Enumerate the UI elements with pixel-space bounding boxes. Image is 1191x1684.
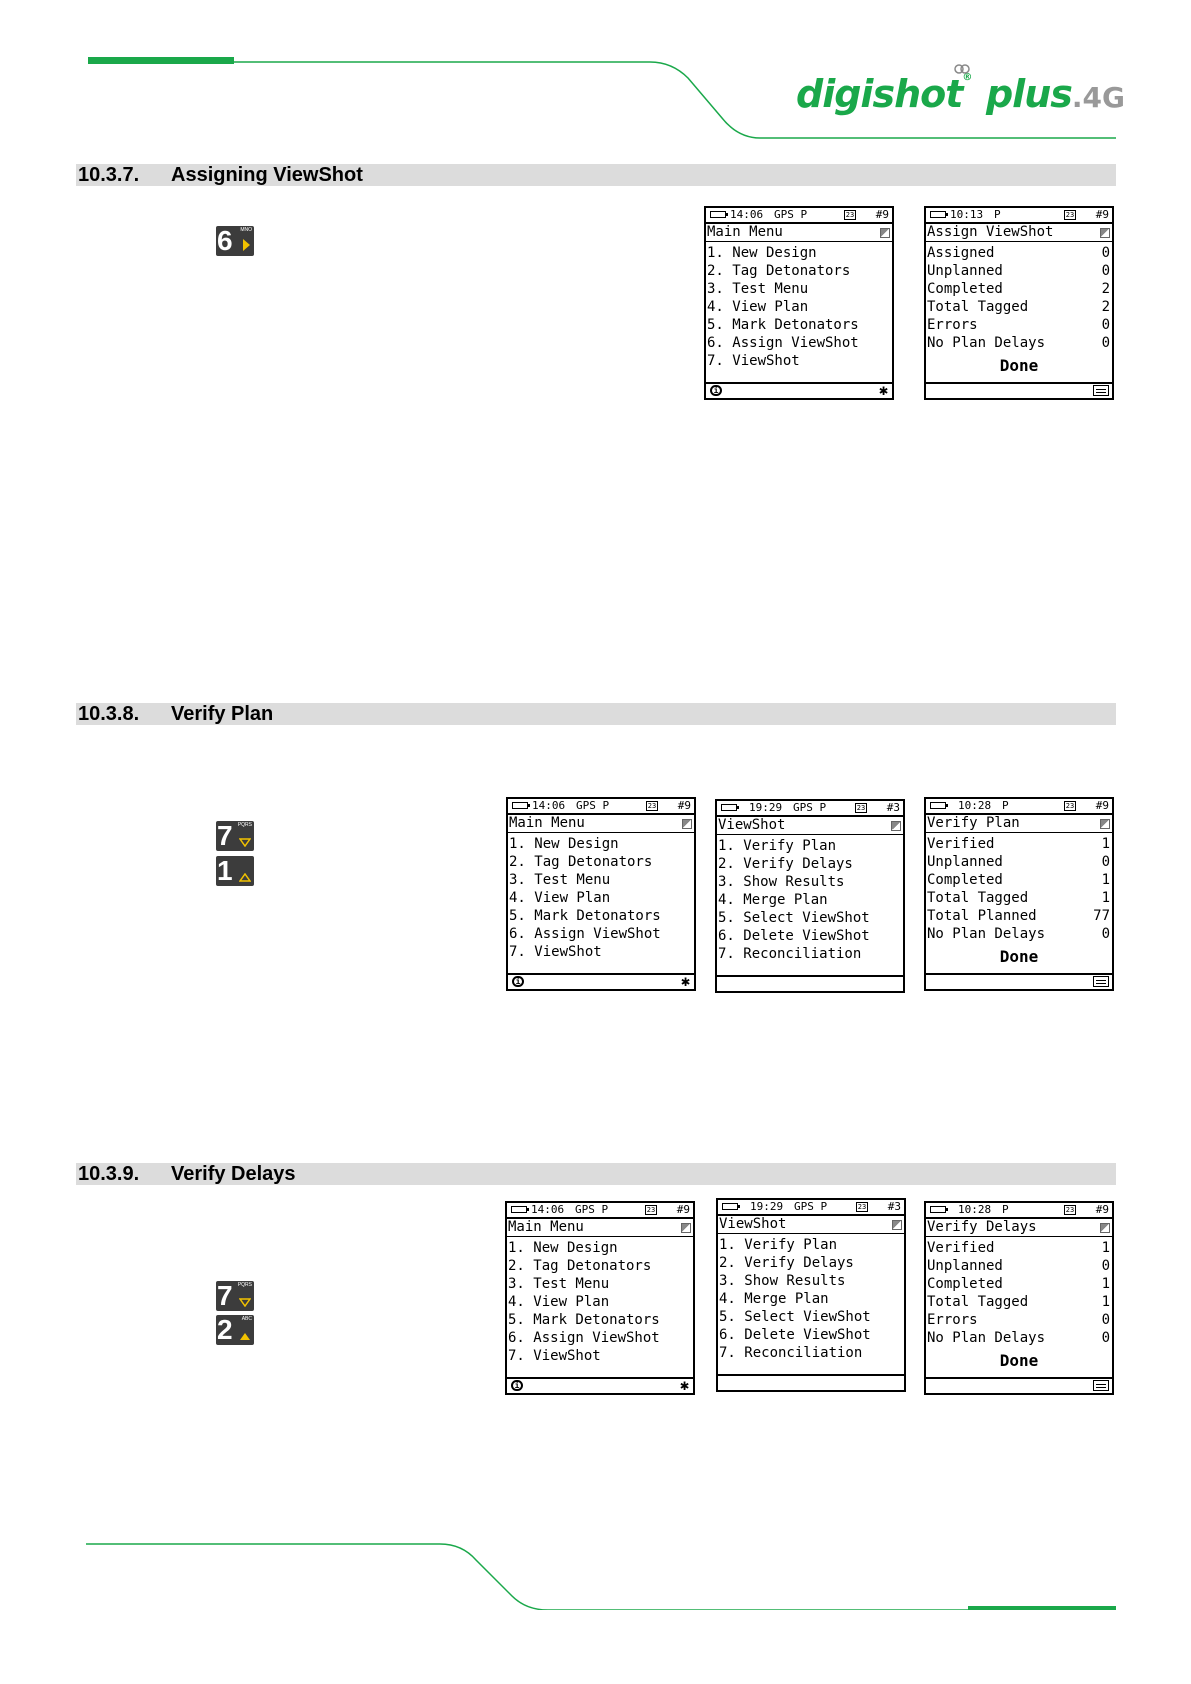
- status-detonator-count: #3: [886, 801, 900, 814]
- battery-icon: [930, 1206, 946, 1213]
- menu-list: [509, 835, 692, 961]
- key-digit: 6: [217, 225, 233, 256]
- menu-item-verify-plan[interactable]: 1. Verify Plan: [719, 1237, 838, 1253]
- right-arrow-icon: [242, 238, 251, 252]
- stat-label: Assigned: [927, 245, 995, 261]
- stat-label: Unplanned: [927, 1258, 1003, 1274]
- stat-label: Total Tagged: [927, 890, 1029, 906]
- screen-title-text: ViewShot: [719, 1216, 787, 1232]
- stat-label: Total Planned: [927, 908, 1037, 924]
- section-number: 10.3.9.: [78, 1163, 140, 1185]
- screen-title-text: Verify Delays: [927, 1219, 1037, 1235]
- stats-list: [927, 835, 1110, 943]
- menu-item-view-plan[interactable]: 4. View Plan: [509, 890, 611, 906]
- key-digit: 1: [217, 855, 233, 886]
- status-detonator-count: #9: [676, 1203, 690, 1216]
- key-2: [216, 1315, 254, 1345]
- brand-logo: [796, 72, 1125, 122]
- logo-4g: .4G: [1071, 81, 1125, 114]
- battery-icon: [722, 1203, 738, 1210]
- menu-item-viewshot[interactable]: 7. ViewShot: [509, 944, 602, 960]
- section-bar-assigning-viewshot: [76, 164, 1116, 186]
- footer-accent-bar: [968, 1606, 1116, 1610]
- list-icon[interactable]: [1093, 1380, 1109, 1391]
- key-7: [216, 821, 254, 851]
- status-bar: [926, 208, 1112, 224]
- status-bar: [706, 208, 892, 224]
- status-time: 10:28: [958, 1203, 992, 1216]
- done-button[interactable]: Done: [999, 947, 1039, 966]
- stat-value: 0: [1101, 263, 1110, 279]
- stat-label: Errors: [927, 317, 978, 333]
- status-bar: [926, 799, 1112, 815]
- menu-item-show-results[interactable]: 3. Show Results: [718, 874, 845, 890]
- info-icon[interactable]: i: [710, 385, 722, 396]
- status-time: 14:06: [730, 208, 764, 221]
- stat-row: [927, 1329, 1110, 1347]
- stat-value: 0: [1101, 1330, 1110, 1346]
- footer-swoosh-line: [86, 1544, 968, 1610]
- menu-item-new-design[interactable]: 1. New Design: [508, 1240, 618, 1256]
- status-time: 19:29: [750, 1200, 784, 1213]
- screen-title-text: Main Menu: [509, 815, 585, 831]
- status-detonator-count: #9: [1095, 1203, 1109, 1216]
- menu-item-tag-detonators[interactable]: 2. Tag Detonators: [509, 854, 653, 870]
- calendar-icon: 23: [1065, 1206, 1075, 1214]
- done-button[interactable]: Done: [999, 1351, 1039, 1370]
- section-bar-verify-delays: [76, 1163, 1116, 1185]
- stat-row: [927, 244, 1110, 262]
- screen-footer: [926, 1377, 1112, 1393]
- status-time: 10:28: [958, 799, 992, 812]
- stat-row: [927, 925, 1110, 943]
- stat-value: 0: [1101, 1312, 1110, 1328]
- device-screen-assign-viewshot: [924, 206, 1114, 400]
- menu-item-verify-plan[interactable]: 1. Verify Plan: [718, 838, 837, 854]
- status-bar: [718, 1200, 904, 1216]
- calendar-icon: 23: [646, 1206, 656, 1214]
- logo-digishot: digishot: [796, 72, 963, 116]
- screen-title: [706, 224, 892, 242]
- device-screen-main-menu: [505, 1201, 695, 1395]
- logo-plus: plus: [985, 72, 1072, 116]
- battery-icon: [721, 804, 737, 811]
- status-time: 10:13: [950, 208, 984, 221]
- menu-item-delete-viewshot[interactable]: 6. Delete ViewShot: [719, 1327, 871, 1343]
- section-title: Verify Delays: [171, 1163, 296, 1185]
- menu-item-assign-viewshot[interactable]: 6. Assign ViewShot: [509, 926, 661, 942]
- menu-item-view-plan[interactable]: 4. View Plan: [707, 299, 809, 315]
- stat-value: 0: [1101, 1258, 1110, 1274]
- screen-title: [718, 1216, 904, 1234]
- stat-row: [927, 889, 1110, 907]
- device-screen-main-menu: [704, 206, 894, 400]
- status-time: 14:06: [531, 1203, 565, 1216]
- stat-value: 2: [1101, 281, 1110, 297]
- key-letters: MNO: [240, 227, 252, 233]
- stat-row: [927, 871, 1110, 889]
- status-gps: GPS P: [793, 801, 827, 814]
- menu-item-merge-plan[interactable]: 4. Merge Plan: [718, 892, 828, 908]
- menu-item-viewshot[interactable]: 7. ViewShot: [707, 353, 800, 369]
- stat-label: Unplanned: [927, 854, 1003, 870]
- section-title: Verify Plan: [171, 703, 274, 725]
- stat-row: [927, 1275, 1110, 1293]
- battery-icon: [930, 211, 946, 218]
- corner-fold-icon: [880, 228, 890, 238]
- stat-row: [927, 334, 1110, 352]
- stat-label: No Plan Delays: [927, 926, 1046, 942]
- battery-icon: [710, 211, 726, 218]
- stat-value: 1: [1101, 872, 1110, 888]
- screen-footer: [507, 1377, 693, 1393]
- screen-title: [926, 1219, 1112, 1237]
- stat-label: No Plan Delays: [927, 335, 1046, 351]
- menu-item-viewshot[interactable]: 7. ViewShot: [508, 1348, 601, 1364]
- status-bar: [926, 1203, 1112, 1219]
- info-icon[interactable]: i: [512, 976, 524, 987]
- info-icon[interactable]: i: [511, 1380, 523, 1391]
- device-screen-viewshot-menu: [715, 799, 905, 993]
- status-bar: [717, 801, 903, 817]
- key-6: [216, 226, 254, 256]
- screen-title-text: Assign ViewShot: [927, 224, 1054, 240]
- stat-value: 2: [1101, 299, 1110, 315]
- stat-row: [927, 907, 1110, 925]
- calendar-icon: 23: [856, 804, 866, 812]
- down-arrow-icon: [239, 838, 251, 847]
- stat-label: Completed: [927, 872, 1003, 888]
- status-gps: GPS P: [794, 1200, 828, 1213]
- menu-item-assign-viewshot[interactable]: 6. Assign ViewShot: [707, 335, 859, 351]
- screen-title: [926, 224, 1112, 242]
- stat-value: 1: [1101, 836, 1110, 852]
- section-bar-verify-plan: [76, 703, 1116, 725]
- menu-item-tag-detonators[interactable]: 2. Tag Detonators: [707, 263, 851, 279]
- menu-item-view-plan[interactable]: 4. View Plan: [508, 1294, 610, 1310]
- menu-item-delete-viewshot[interactable]: 6. Delete ViewShot: [718, 928, 870, 944]
- screen-footer: [706, 382, 892, 398]
- calendar-icon: 23: [845, 211, 855, 219]
- stat-row: [927, 1257, 1110, 1275]
- menu-item-test-menu[interactable]: 3. Test Menu: [707, 281, 809, 297]
- corner-fold-icon: [682, 819, 692, 829]
- stat-value: 1: [1101, 1240, 1110, 1256]
- stat-label: Verified: [927, 836, 995, 852]
- key-letters: PQRS: [237, 822, 252, 828]
- gear-icon[interactable]: ✱: [679, 1376, 689, 1394]
- header-accent-bar: [88, 57, 234, 64]
- status-gps: P: [1002, 1203, 1009, 1216]
- menu-item-mark-detonators[interactable]: 5. Mark Detonators: [508, 1312, 660, 1328]
- status-bar: [507, 1203, 693, 1219]
- stat-label: Total Tagged: [927, 1294, 1029, 1310]
- key-7: [216, 1281, 254, 1311]
- stat-row: [927, 316, 1110, 334]
- stat-label: Unplanned: [927, 263, 1003, 279]
- stat-row: [927, 1293, 1110, 1311]
- stat-label: Errors: [927, 1312, 978, 1328]
- corner-fold-icon: [681, 1223, 691, 1233]
- stat-value: 0: [1101, 854, 1110, 870]
- section-number: 10.3.8.: [78, 703, 140, 725]
- status-time: 19:29: [749, 801, 783, 814]
- stat-row: [927, 280, 1110, 298]
- section-number: 10.3.7.: [78, 164, 140, 186]
- corner-fold-icon: [1100, 228, 1110, 238]
- menu-item-merge-plan[interactable]: 4. Merge Plan: [719, 1291, 829, 1307]
- menu-list: [719, 1236, 902, 1362]
- calendar-icon: 23: [857, 1203, 867, 1211]
- stat-value: 0: [1101, 245, 1110, 261]
- key-digit: 7: [217, 1280, 233, 1311]
- status-bar: [508, 799, 694, 815]
- menu-item-select-viewshot[interactable]: 5. Select ViewShot: [718, 910, 870, 926]
- list-icon[interactable]: [1093, 976, 1109, 987]
- stat-label: Completed: [927, 281, 1003, 297]
- key-digit: 7: [217, 820, 233, 851]
- device-screen-verify-plan: [924, 797, 1114, 991]
- screen-title-text: Main Menu: [707, 224, 783, 240]
- screen-title-text: Main Menu: [508, 1219, 584, 1235]
- down-arrow-icon: [239, 1298, 251, 1307]
- stats-list: [927, 244, 1110, 352]
- done-button[interactable]: Done: [999, 356, 1039, 375]
- corner-fold-icon: [1100, 1223, 1110, 1233]
- stat-value: 1: [1101, 1294, 1110, 1310]
- menu-item-show-results[interactable]: 3. Show Results: [719, 1273, 846, 1289]
- status-detonator-count: #9: [1095, 799, 1109, 812]
- status-detonator-count: #9: [1095, 208, 1109, 221]
- screen-footer: [926, 382, 1112, 398]
- corner-fold-icon: [891, 821, 901, 831]
- device-screen-main-menu: [506, 797, 696, 991]
- calendar-icon: 23: [1065, 211, 1075, 219]
- status-gps: P: [994, 208, 1001, 221]
- battery-icon: [511, 1206, 527, 1213]
- screen-title-text: ViewShot: [718, 817, 786, 833]
- battery-icon: [512, 802, 528, 809]
- status-gps: GPS P: [774, 208, 808, 221]
- status-detonator-count: #9: [677, 799, 691, 812]
- stat-row: [927, 1311, 1110, 1329]
- stat-label: No Plan Delays: [927, 1330, 1046, 1346]
- menu-item-test-menu[interactable]: 3. Test Menu: [508, 1276, 610, 1292]
- screen-footer: [717, 975, 903, 991]
- menu-item-verify-delays[interactable]: 2. Verify Delays: [719, 1255, 854, 1271]
- screen-title: [507, 1219, 693, 1237]
- menu-list: [718, 837, 901, 963]
- stat-row: [927, 1239, 1110, 1257]
- screen-title-text: Verify Plan: [927, 815, 1020, 831]
- battery-icon: [930, 802, 946, 809]
- stat-value: 1: [1101, 890, 1110, 906]
- screen-footer: [718, 1374, 904, 1390]
- stat-row: [927, 298, 1110, 316]
- stat-label: Verified: [927, 1240, 995, 1256]
- key-letters: ABC: [241, 1316, 252, 1322]
- menu-item-mark-detonators[interactable]: 5. Mark Detonators: [707, 317, 859, 333]
- menu-item-test-menu[interactable]: 3. Test Menu: [509, 872, 611, 888]
- menu-item-reconciliation[interactable]: 7. Reconciliation: [718, 946, 862, 962]
- list-icon[interactable]: [1093, 385, 1109, 396]
- up-arrow-icon: [239, 1332, 251, 1341]
- stat-label: Completed: [927, 1276, 1003, 1292]
- menu-list: [707, 244, 890, 370]
- status-gps: GPS P: [576, 799, 610, 812]
- calendar-icon: 23: [647, 802, 657, 810]
- device-screen-verify-delays: [924, 1201, 1114, 1395]
- logo-link-icon: [952, 62, 972, 76]
- corner-fold-icon: [1100, 819, 1110, 829]
- stat-value: 0: [1101, 335, 1110, 351]
- screen-title: [926, 815, 1112, 833]
- calendar-icon: 23: [1065, 802, 1075, 810]
- menu-item-tag-detonators[interactable]: 2. Tag Detonators: [508, 1258, 652, 1274]
- device-screen-viewshot-menu: [716, 1198, 906, 1392]
- key-1: [216, 856, 254, 886]
- stat-row: [927, 853, 1110, 871]
- footer-decoration: [0, 1530, 1191, 1610]
- key-digit: 2: [217, 1314, 233, 1345]
- menu-item-new-design[interactable]: 1. New Design: [509, 836, 619, 852]
- menu-item-reconciliation[interactable]: 7. Reconciliation: [719, 1345, 863, 1361]
- menu-item-assign-viewshot[interactable]: 6. Assign ViewShot: [508, 1330, 660, 1346]
- section-title: Assigning ViewShot: [171, 164, 363, 186]
- status-detonator-count: #9: [875, 208, 889, 221]
- menu-item-mark-detonators[interactable]: 5. Mark Detonators: [509, 908, 661, 924]
- screen-title: [508, 815, 694, 833]
- status-gps: P: [1002, 799, 1009, 812]
- stat-label: Total Tagged: [927, 299, 1029, 315]
- menu-item-select-viewshot[interactable]: 5. Select ViewShot: [719, 1309, 871, 1325]
- status-gps: GPS P: [575, 1203, 609, 1216]
- screen-footer: [926, 973, 1112, 989]
- screen-footer: [508, 973, 694, 989]
- stat-value: 1: [1101, 1276, 1110, 1292]
- stat-row: [927, 835, 1110, 853]
- stats-list: [927, 1239, 1110, 1347]
- stat-value: 0: [1101, 317, 1110, 333]
- status-time: 14:06: [532, 799, 566, 812]
- logo-registered: ®: [962, 72, 973, 83]
- gear-icon[interactable]: ✱: [680, 972, 690, 990]
- stat-row: [927, 262, 1110, 280]
- key-letters: PQRS: [237, 1282, 252, 1288]
- menu-item-verify-delays[interactable]: 2. Verify Delays: [718, 856, 853, 872]
- stat-value: 0: [1101, 926, 1110, 942]
- corner-fold-icon: [892, 1220, 902, 1230]
- status-detonator-count: #3: [887, 1200, 901, 1213]
- menu-list: [508, 1239, 691, 1365]
- gear-icon[interactable]: ✱: [878, 381, 888, 399]
- up-arrow-outline-icon: [239, 873, 251, 882]
- screen-title: [717, 817, 903, 835]
- menu-item-new-design[interactable]: 1. New Design: [707, 245, 817, 261]
- stat-value: 77: [1093, 908, 1110, 924]
